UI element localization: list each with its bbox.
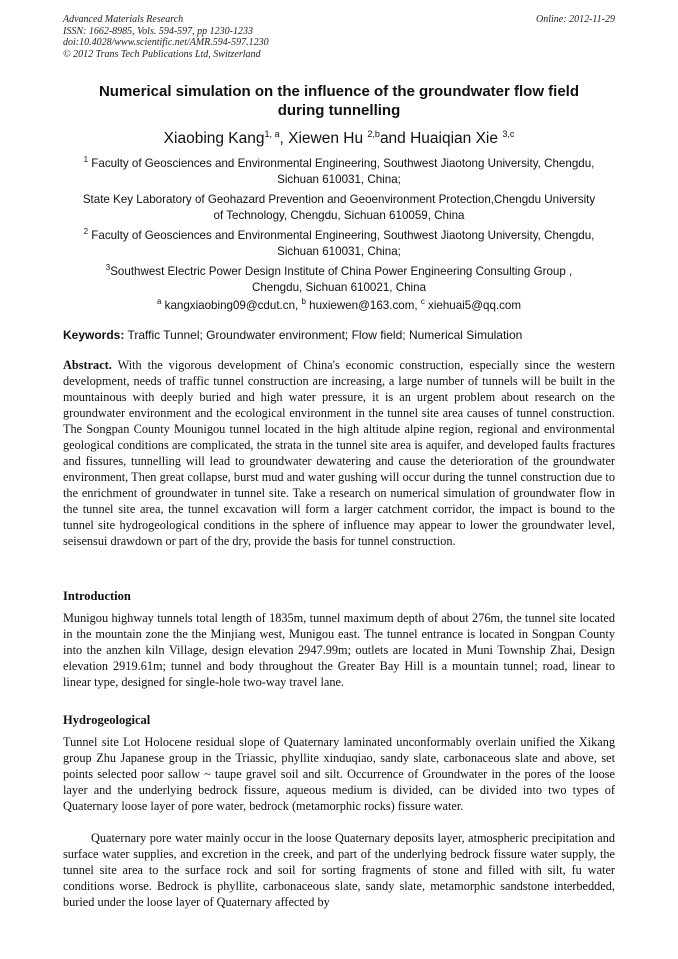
email-link[interactable]: huxiewen@163.com, — [305, 299, 421, 312]
email-superscript: a — [156, 297, 162, 306]
affiliation-1 — [63, 156, 615, 188]
email-superscript: c — [420, 297, 425, 306]
author-emails — [63, 298, 615, 314]
journal-copyright: © 2012 Trans Tech Publications Ltd, Switzerland — [63, 48, 261, 60]
journal-name: Advanced Materials Research — [63, 14, 184, 25]
keywords — [63, 327, 615, 343]
paper-title-line-2: during tunnelling — [277, 102, 401, 119]
email-superscript: b — [301, 297, 306, 306]
affiliation-text: State Key Laboratory of Geohazard Prevention and Geoenvironment Protection,Chengdu University — [82, 193, 596, 206]
author-name: , Xiewen Hu — [279, 130, 368, 147]
journal-doi: doi:10.4028/www.scientific.net/AMR.594-597.1230 — [63, 37, 269, 48]
paper-title-line-1: Numerical simulation on the influence of the groundwater flow field — [98, 83, 580, 100]
email-link[interactable]: kangxiaobing09@cdut.cn, — [161, 299, 302, 312]
section-heading-hydrogeological: Hydrogeological — [63, 713, 151, 727]
affiliation-text: Chengdu, Sichuan 610021, China — [251, 281, 427, 294]
affiliation-superscript: 1 — [83, 155, 89, 164]
keywords-text: Traffic Tunnel; Groundwater environment; Flow field; Numerical Simulation — [124, 328, 523, 342]
abstract-label: Abstract. — [63, 358, 112, 372]
affiliation-text: of Technology, Chengdu, Sichuan 610059, China — [213, 209, 465, 222]
affiliation-text: Sichuan 610031, China; — [277, 173, 401, 186]
affiliation-lab — [63, 192, 615, 224]
introduction-text: Munigou highway tunnels total length of 1835m, tunnel maximum depth of about 276m, the tunnel site located in the mountain zone the the Minjiang west, Munigou east. The tunnel entrance is located in Songpan County into the anzhen kiln Village, design elevation 2947.99m; outlets are located in Muni Township Zhai, Design elevation 2919.61m; tunnel and body throughout the Greater Bay Hill is a mountain tunnel; road, linear to linear type, designed for single-hole two-way travel lane. — [63, 611, 615, 689]
affiliation-text: Faculty of Geosciences and Environmental Engineering, Southwest Jiaotong University, Chengdu, — [88, 229, 595, 242]
affiliation-2 — [63, 228, 615, 260]
email-link[interactable]: xiehuai5@qq.com — [424, 299, 522, 312]
author-superscript: 3,c — [502, 129, 515, 139]
section-heading-introduction: Introduction — [63, 589, 131, 603]
author-name: Xiaobing Kang — [163, 130, 265, 147]
paper-title — [63, 82, 615, 120]
abstract — [63, 357, 615, 549]
affiliation-superscript: 3 — [105, 263, 111, 272]
journal-header — [63, 14, 615, 60]
author-list — [63, 130, 615, 148]
abstract-text: With the vigorous development of China's economic construction, especially since the western development, needs of traffic tunnel construction are increasing, a large number of tunnels will be built in the mountainous with deeply buried and high water pressure, it is an urgent problem about research on the groundwater environment and the ecological environment in the tunnel site area causes of tunnel construction. The Songpan County Mounigou tunnel located in the high altitude alpine region, regional and environmental geological conditions are complicated, the strata in the tunnel site area is aquifer, and developed faults fractures and fissures, tunnelling will lead to groundwater dewatering and cause the deterioration of the groundwater environment, Then great collapse, burst mud and water gushing will occur during the tunnel construction due to the enrichment of groundwater in tunnel site. Take a research on numerical simulation of groundwater flow in the tunnel site area, the tunnel excavation will form a larger catchment corridor, the impact is bound to the tunnel site hydrogeological conditions in the sphere of influence may appear to lower the groundwater level, seisensui drawdown or part of the dry, provide the basis for tunnel construction. — [63, 358, 615, 548]
affiliation-text: Sichuan 610031, China; — [277, 245, 401, 258]
affiliation-text: Faculty of Geosciences and Environmental Engineering, Southwest Jiaotong University, Chengdu, — [88, 157, 595, 170]
author-superscript: 1, a — [264, 129, 280, 139]
keywords-label: Keywords: — [63, 328, 125, 342]
affiliation-3 — [63, 264, 615, 296]
author-superscript: 2,b — [367, 129, 380, 139]
journal-issn: ISSN: 1662-8985, Vols. 594-597, pp 1230-1233 — [63, 25, 253, 37]
affiliation-superscript: 2 — [83, 227, 89, 236]
author-name: and Huaiqian Xie — [379, 130, 503, 147]
hydrogeological-paragraph-1: Tunnel site Lot Holocene residual slope of Quaternary laminated unconformably overlain unified the Xikang group Zhu Japanese group in the Triassic, phyllite xinduqiao, sandy slate, carbonaceous slate and above, set points selected poor sallow ~ taupe gravel soil and silt. Occurrence of Groundwater in the pores of the loose layer and the underlying bedrock fissure, aqueous medium is divided, can be divided into two types of Quaternary loose layer of pore water, bedrock (metamorphic rocks) fissure water. — [63, 735, 615, 813]
online-date: Online: 2012-11-29 — [536, 14, 615, 25]
hydrogeological-paragraph-2: Quaternary pore water mainly occur in the loose Quaternary deposits layer, atmospheric precipitation and surface water supplies, and excretion in the creek, and part of the underlying bedrock fissure water supply, the tunnel site area to the surface rock and soil for sorting fragments of stone and filled with silt, fu water conditions worse. Bedrock is phyllite, carbonaceous slate, sandy slate, metamorphic sandstone interbedded, buried under the loose layer of Quaternary affected by — [63, 831, 615, 909]
affiliation-text: Southwest Electric Power Design Institute of China Power Engineering Consulting Group , — [110, 265, 573, 278]
